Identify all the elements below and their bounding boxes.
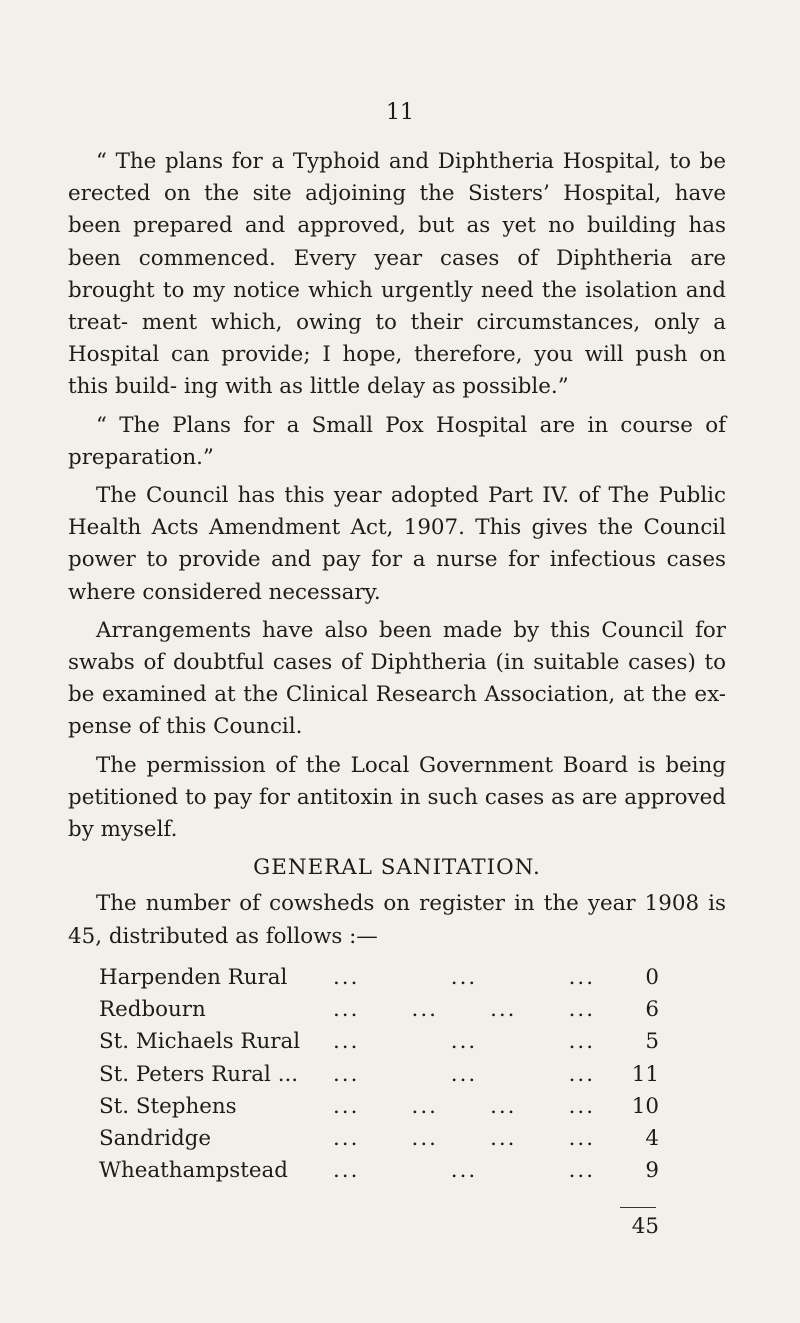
- paragraph-cowsheds-intro: The number of cowsheds on register in the year 1908 is 45, distributed as follows :—: [68, 891, 726, 949]
- district-name: Sandridge: [99, 1125, 211, 1151]
- leader-dots: ... ... ... ...: [333, 1093, 595, 1119]
- district-name: Redbourn: [99, 997, 206, 1023]
- paragraph-public-health-act: The Council has this year adopted Part IV. of The Public Health Acts Amendment Act, 1907. This gives the Council power to provide and pay for a nurse for infectious cases where considered necessary.: [68, 483, 726, 605]
- paragraph-typhoid-hospital: “ The plans for a Typhoid and Diphtheria Hospital, to be erected on the site adjoining the Sisters’ Hospital, have been prepared and approved, but as yet no building has been commenced. Every year cases of Diphtheria are brought to my notice which urgently need the isolation and treat- ment which, owing to their circumstances, only a Hospital can provide; I hope, therefore, you will push on this build- ing with as little delay as possible.”: [68, 149, 726, 400]
- cowshed-count: 5: [645, 1029, 659, 1055]
- cowshed-count: 10: [631, 1093, 659, 1119]
- district-name: St. Stephens: [99, 1093, 237, 1119]
- cowshed-total: 45: [631, 1214, 659, 1239]
- table-row: [99, 1094, 659, 1126]
- cowshed-count: 0: [645, 965, 659, 990]
- table-row: [99, 1062, 659, 1094]
- section-heading: GENERAL SANITATION.: [253, 855, 541, 881]
- district-name: St. Michaels Rural: [99, 1029, 301, 1055]
- leader-dots: ... ... ... ...: [333, 1125, 595, 1151]
- cowshed-count: 4: [645, 1125, 659, 1151]
- cowshed-count: 9: [645, 1158, 659, 1184]
- leader-dots: ... ... ...: [333, 1061, 595, 1087]
- leader-dots: ... ... ...: [333, 965, 595, 990]
- district-name: Harpenden Rural: [99, 965, 288, 990]
- body-text: [68, 146, 726, 959]
- table-row: [99, 965, 659, 997]
- paragraph-small-pox: “ The Plans for a Small Pox Hospital are in course of preparation.”: [68, 412, 726, 470]
- cowshed-count: 11: [631, 1061, 659, 1087]
- page-number: 11: [386, 100, 414, 125]
- table-row: [99, 997, 659, 1029]
- leader-dots: ... ... ...: [333, 1029, 595, 1055]
- cowshed-count: 6: [645, 997, 659, 1023]
- paragraph-antitoxin: The permission of the Local Government Board is being petitioned to pay for antitoxin in such cases as are approved by myself.: [68, 752, 726, 843]
- table-row: [99, 1029, 659, 1061]
- table-row: [99, 1158, 659, 1190]
- leader-dots: ... ... ... ...: [333, 997, 595, 1023]
- leader-dots: ... ... ...: [333, 1158, 595, 1184]
- district-name: St. Peters Rural ...: [99, 1061, 299, 1087]
- total-rule: [620, 1207, 656, 1208]
- district-name: Wheathampstead: [99, 1158, 288, 1184]
- table-row: [99, 1126, 659, 1158]
- paragraph-swabs: Arrangements have also been made by this Council for swabs of doubtful cases of Diphtheria (in suitable cases) to be examined at the Clinical Research Association, at the ex- pense of this Council.: [68, 617, 726, 740]
- cowshed-table: [99, 965, 659, 1190]
